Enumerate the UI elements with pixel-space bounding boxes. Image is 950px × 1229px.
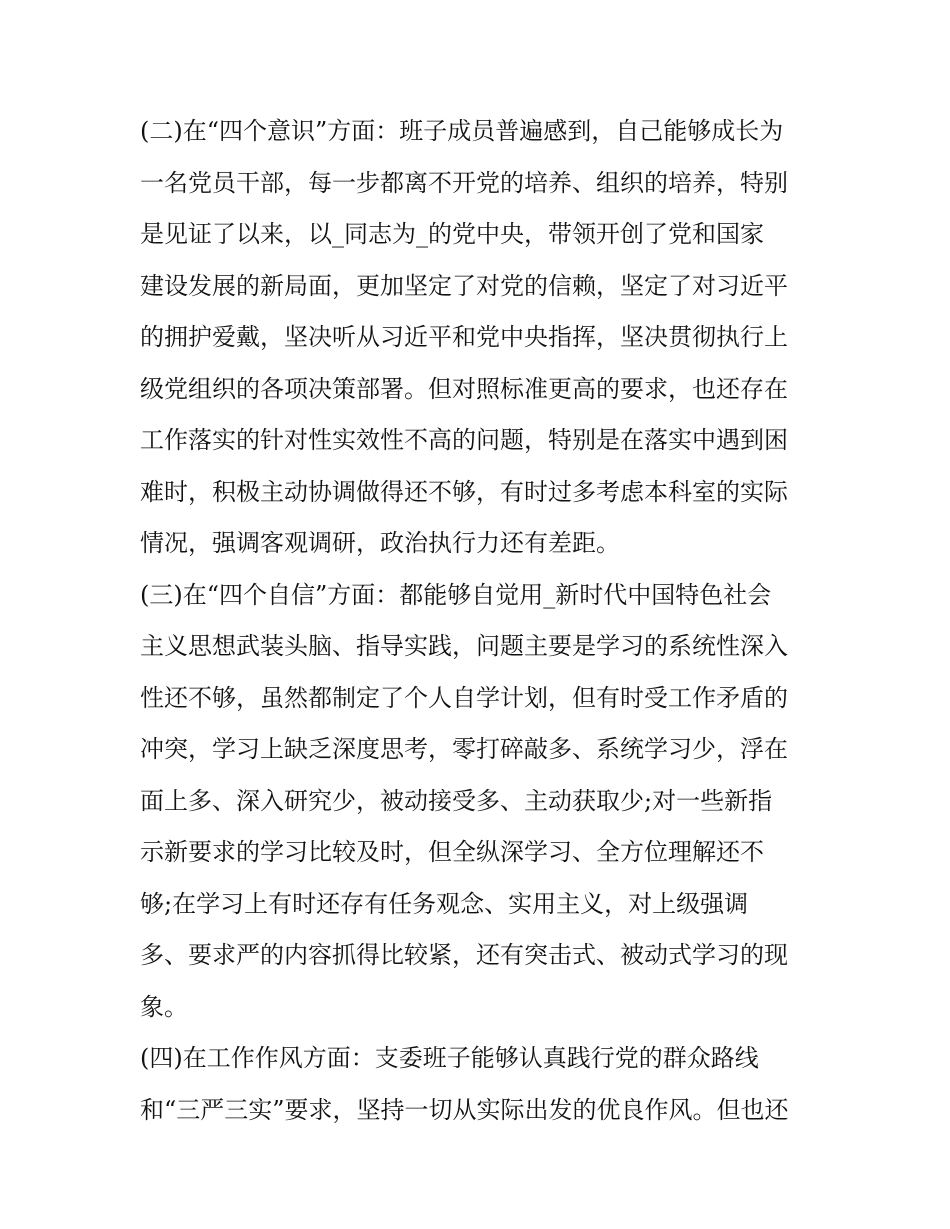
- text-line: 建设发展的新局面，更加坚定了对党的信赖，坚定了对习近平: [140, 271, 788, 300]
- text-line: 和“三严三实”要求，坚持一切从实际出发的优良作风。但也还: [140, 1095, 789, 1124]
- text-line: 象。: [140, 992, 188, 1021]
- text-line: 示新要求的学习比较及时，但全纵深学习、全方位理解还不: [140, 838, 764, 866]
- text-line: 主义思想武装头脑、指导实践，问题主要是学习的系统性深入: [140, 632, 788, 660]
- text-line: 工作落实的针对性实效性不高的问题，特别是在落实中遇到困: [140, 426, 788, 454]
- text-line: (四)在工作作风方面：支委班子能够认真践行党的群众路线: [140, 1044, 759, 1072]
- text-line: 难时，积极主动协调做得还不够，有时过多考虑本科室的实际: [140, 477, 788, 506]
- text-line: 面上多、深入研究少，被动接受多、主动获取少;对一些新指: [140, 786, 773, 815]
- text-line: 一名党员干部，每一步都离不开党的培养、组织的培养，特别: [140, 168, 788, 197]
- text-line: 够;在学习上有时还存有任务观念、实用主义，对上级强调: [140, 889, 749, 918]
- document-body: [140, 106, 830, 1136]
- text-line: 性还不够，虽然都制定了个人自学计划，但有时受工作矛盾的: [140, 683, 788, 712]
- text-line: (二)在“四个意识”方面：班子成员普遍感到，自己能够成长为: [140, 117, 784, 145]
- text-line: 多、要求严的内容抓得比较紧，还有突击式、被动式学习的现: [140, 941, 788, 969]
- text-line: 情况，强调客观调研，政治执行力还有差距。: [140, 529, 620, 557]
- text-line: 是见证了以来，以_同志为_的党中央，带领开创了党和国家: [140, 220, 764, 248]
- text-line: 的拥护爱戴，坚决听从习近平和党中央指挥，坚决贯彻执行上: [140, 323, 788, 351]
- text-line: 级党组织的各项决策部署。但对照标准更高的要求，也还存在: [140, 374, 788, 403]
- text-line: (三)在“四个自信”方面：都能够自觉用_新时代中国特色社会: [140, 580, 772, 609]
- text-line: 冲突，学习上缺乏深度思考，零打碎敲多、系统学习少，浮在: [140, 735, 788, 763]
